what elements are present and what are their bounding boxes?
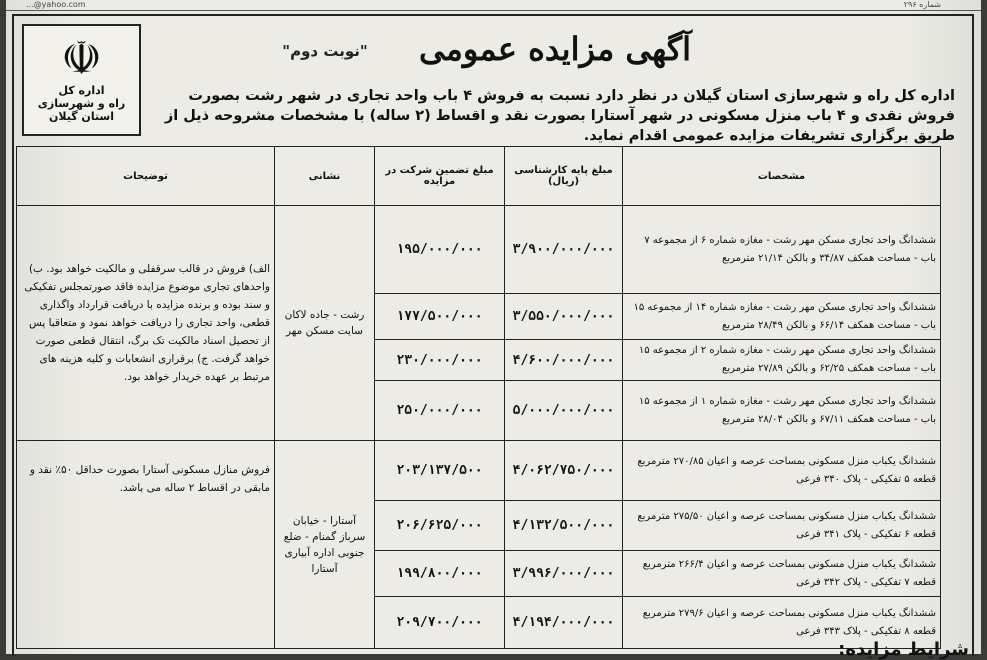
logo-line-1: اداره کل — [58, 84, 105, 97]
header-spec: مشخصات — [623, 147, 941, 206]
intro-paragraph: اداره کل راه و شهرسازی استان گیلان در نظر دارد نسبت به فروش ۴ باب واحد تجاری در شهر رشت بصورت فروش نقدی و ۴ باب منزل مسکونی در شهر آستارا بصورت نقد و اقساط (۲ ساله) با مشخصات مشروحه ذیل از طریق برگزاری تشریفات مزایده عمومی اقدام نماید. — [164, 88, 955, 144]
spec-cell: ششدانگ یکباب منزل مسکونی بمساحت عرصه و اعیان ۲۶۶/۴ مترمربع قطعه ۷ تفکیکی - پلاک ۳۴۲ فرعی — [623, 551, 941, 597]
auction-table — [16, 146, 941, 649]
header-issue: شماره ۲۹۶ — [903, 0, 941, 9]
organization-logo — [22, 24, 141, 136]
base-price-cell: ۳/۹۰۰/۰۰۰/۰۰۰ — [505, 206, 623, 294]
header-notes: توضیحات — [17, 147, 275, 206]
deposit-cell: ۱۷۷/۵۰۰/۰۰۰ — [375, 294, 505, 340]
deposit-cell: ۲۳۰/۰۰۰/۰۰۰ — [375, 340, 505, 381]
header-email: ...@yahoo.com — [26, 0, 86, 9]
header-address: نشانی — [275, 147, 375, 206]
address-cell: آستارا - خیابان سرباز گمنام - ضلع جنوبی اداره آبیاری آستارا — [275, 441, 375, 649]
logo-line-2: راه و شهرسازی — [37, 97, 126, 110]
ad-subtitle: "نوبت دوم" — [282, 42, 368, 60]
newspaper-header-strip — [6, 0, 981, 11]
table-header-row — [17, 147, 941, 206]
deposit-cell: ۲۵۰/۰۰۰/۰۰۰ — [375, 381, 505, 441]
deposit-cell: ۱۹۵/۰۰۰/۰۰۰ — [375, 206, 505, 294]
spec-cell: ششدانگ واحد تجاری مسکن مهر رشت - مغازه شماره ۲ از مجموعه ۱۵ باب - مساحت همکف ۶۲/۲۵ و بالکن ۲۷/۸۹ مترمربع — [623, 340, 941, 381]
spec-cell: ششدانگ واحد تجاری مسکن مهر رشت - مغازه شماره ۱ از مجموعه ۱۵ باب - مساحت همکف ۶۷/۱۱ و بالکن ۲۸/۰۴ مترمربع — [623, 381, 941, 441]
deposit-cell: ۲۰۶/۶۲۵/۰۰۰ — [375, 501, 505, 551]
spec-cell: ششدانگ یکباب منزل مسکونی بمساحت عرصه و اعیان ۲۷۰/۸۵ مترمربع قطعه ۵ تفکیکی - پلاک ۳۴۰ فرعی — [623, 441, 941, 501]
base-price-cell: ۵/۰۰۰/۰۰۰/۰۰۰ — [505, 381, 623, 441]
header-deposit: مبلغ تضمین شرکت در مزایده — [375, 147, 505, 206]
spec-cell: ششدانگ واحد تجاری مسکن مهر رشت - مغازه شماره ۶ از مجموعه ۷ باب - مساحت همکف ۳۴/۸۷ و بالکن ۲۱/۱۴ مترمربع — [623, 206, 941, 294]
spec-cell: ششدانگ واحد تجاری مسکن مهر رشت - مغازه شماره ۱۴ از مجموعه ۱۵ باب - مساحت همکف ۶۶/۱۴ و بالکن ۲۸/۴۹ مترمربع — [623, 294, 941, 340]
deposit-cell: ۱۹۹/۸۰۰/۰۰۰ — [375, 551, 505, 597]
base-price-cell: ۳/۵۵۰/۰۰۰/۰۰۰ — [505, 294, 623, 340]
deposit-cell: ۲۰۹/۷۰۰/۰۰۰ — [375, 597, 505, 649]
base-price-cell: ۳/۹۹۶/۰۰۰/۰۰۰ — [505, 551, 623, 597]
table-row — [17, 206, 941, 294]
spec-cell: ششدانگ یکباب منزل مسکونی بمساحت عرصه و اعیان ۲۷۹/۶ مترمربع قطعه ۸ تفکیکی - پلاک ۳۴۳ فرعی — [623, 597, 941, 649]
address-cell: رشت - جاده لاکان سایت مسکن مهر — [275, 206, 375, 441]
header-base-price: مبلغ پایه کارشناسی (ریال) — [505, 147, 623, 206]
base-price-cell: ۴/۱۳۲/۵۰۰/۰۰۰ — [505, 501, 623, 551]
notes-cell: فروش منازل مسکونی آستارا بصورت حداقل ۵۰٪ نقد و مابقی در اقساط ۲ ساله می باشد. — [17, 441, 275, 649]
conditions-heading: شرایط مزایده: — [838, 639, 969, 660]
iran-emblem-icon: ☫ — [60, 31, 103, 85]
logo-line-3: استان گیلان — [48, 110, 115, 123]
base-price-cell: ۴/۰۶۲/۷۵۰/۰۰۰ — [505, 441, 623, 501]
table-row — [17, 441, 941, 501]
ad-title: آگهی مزایده عمومی — [419, 30, 691, 68]
deposit-cell: ۲۰۳/۱۳۷/۵۰۰ — [375, 441, 505, 501]
base-price-cell: ۴/۶۰۰/۰۰۰/۰۰۰ — [505, 340, 623, 381]
spec-cell: ششدانگ یکباب منزل مسکونی بمساحت عرصه و اعیان ۲۷۵/۵۰ مترمربع قطعه ۶ تفکیکی - پلاک ۳۴۱ فرعی — [623, 501, 941, 551]
notes-cell: الف) فروش در قالب سرقفلی و مالکیت خواهد بود. ب) واحدهای تجاری موضوع مزایده فاقد صورتمجلس تفکیکی و سند بوده و برنده مزایده با دریافت قرارداد واگذاری قطعی، واحد تجاری را دریافت خواهد نمود و متعاقبا پس از تحصیل اسناد مالکیت تک برگ، انتقال قطعی صورت خواهد گرفت. ج) برقراری انشعابات و کلیه هزینه های مرتبط بر عهده خریدار خواهد بود. — [17, 206, 275, 441]
base-price-cell: ۴/۱۹۴/۰۰۰/۰۰۰ — [505, 597, 623, 649]
